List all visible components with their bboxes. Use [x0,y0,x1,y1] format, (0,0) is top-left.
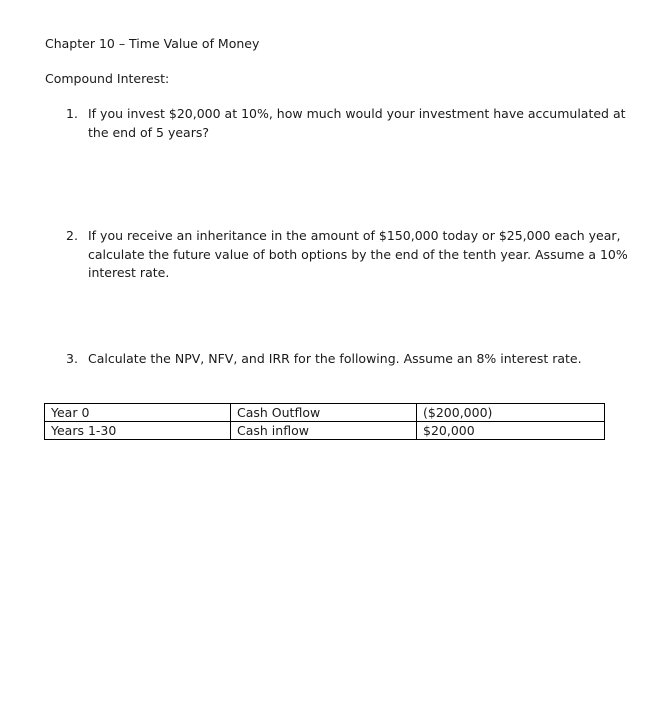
question-number: 3. [66,351,78,366]
question-line: the end of 5 years? [88,124,209,140]
question-line: If you receive an inheritance in the amount of $150,000 today or $25,000 each year, [88,228,621,243]
table-cell: $20,000 [417,422,605,440]
table-row [45,404,605,422]
question-line: calculate the future value of both options by the end of the tenth year. Assume a 10% [88,246,628,262]
table-cell: Cash Outflow [231,404,417,422]
question-line: If you invest $20,000 at 10%, how much would your investment have accumulated at [88,106,626,121]
question-text [88,350,598,369]
table-cell: Cash inflow [231,422,417,440]
question-number: 1. [66,106,78,121]
cash-flow-table [44,403,605,440]
question-line: interest rate. [88,265,170,280]
table-cell: Year 0 [45,404,231,422]
question-number: 2. [66,228,78,243]
chapter-title: Chapter 10 – Time Value of Money [45,36,260,51]
table-cell: Years 1-30 [45,422,231,440]
table-cell: ($200,000) [417,404,605,422]
question-line: Calculate the NPV, NFV, and IRR for the following. Assume an 8% interest rate. [88,351,582,366]
question-text [88,227,628,283]
table-row [45,422,605,440]
question-text [88,105,626,142]
section-heading: Compound Interest: [45,71,170,86]
